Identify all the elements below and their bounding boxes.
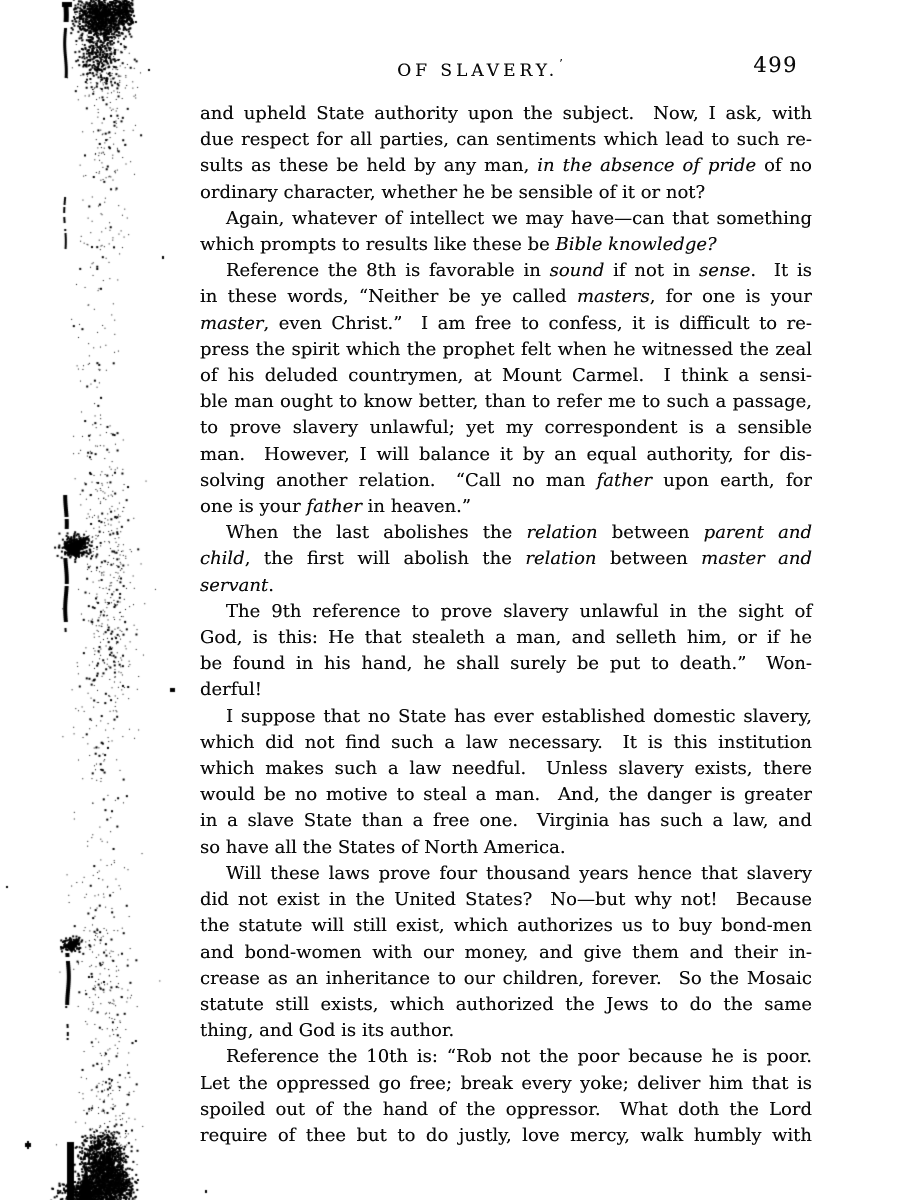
text-line: [200, 861, 812, 887]
text-run: which prompts to results like these be: [200, 234, 556, 256]
italic-run: masters: [576, 286, 650, 308]
text-line: [200, 992, 812, 1018]
italic-run: relation: [525, 548, 597, 570]
text-run: Again, whatever of intellect we may have—can that something: [226, 207, 812, 229]
text-line: [200, 101, 812, 127]
paragraph: [200, 101, 812, 206]
text-line: [200, 940, 812, 966]
text-line: [200, 284, 812, 310]
text-run: which makes such a law needful. Unless slavery exists, there: [200, 758, 812, 780]
page-number: 499: [753, 53, 798, 77]
text-line: [200, 520, 812, 546]
paragraph: [200, 258, 812, 520]
italic-run: father: [306, 496, 362, 518]
text-line: [200, 258, 812, 284]
text-run: , even Christ.” I am free to confess, it is difficult to re-: [263, 312, 812, 334]
text-line: [200, 835, 812, 861]
text-run: Let the oppressed go free; break every yoke; deliver him that is: [200, 1072, 812, 1094]
text-run: derful!: [200, 679, 263, 701]
text-run: Reference the 8th is favorable in: [226, 260, 550, 282]
text-run: upon earth, for: [652, 469, 812, 491]
text-line: [200, 206, 812, 232]
text-run: of no: [756, 155, 813, 177]
text-line: [200, 704, 812, 730]
text-line: [200, 651, 812, 677]
text-run: if not in: [604, 260, 699, 282]
text-run: solving another relation. “Call no man: [200, 469, 597, 491]
text-line: [200, 782, 812, 808]
text-run: Will these laws prove four thousand years hence that slavery: [226, 862, 812, 884]
text-run: did not exist in the United States? No—but why not! Because: [200, 889, 812, 911]
text-line: [200, 966, 812, 992]
text-run: in these words, “Neither be ye called: [200, 286, 577, 308]
text-run: the statute will still exist, which authorizes us to buy bond-men: [200, 915, 812, 937]
paragraph: [200, 861, 812, 1044]
text-run: press the spirit which the prophet felt when he witnessed the zeal: [200, 338, 812, 360]
text-run: would be no motive to steal a man. And, the danger is greater: [200, 784, 812, 806]
italic-run: child: [200, 548, 245, 570]
text-line: [200, 389, 812, 415]
text-line: [200, 1018, 812, 1044]
text-run: spoiled out of the hand of the oppressor. What doth the Lord: [200, 1098, 812, 1120]
text-line: [200, 546, 812, 572]
page-header: [200, 55, 812, 87]
text-line: [200, 573, 812, 599]
running-title-text: OF SLAVERY.: [397, 61, 559, 81]
text-line: [200, 1044, 812, 1070]
paragraph: [200, 206, 812, 258]
text-run: I suppose that no State has ever established domestic slavery,: [226, 705, 812, 727]
italic-run: master: [200, 312, 264, 334]
stray-ink-mark: ’: [559, 57, 563, 70]
italic-run: relation: [526, 522, 598, 544]
text-column: [200, 101, 812, 1149]
text-line: [200, 415, 812, 441]
text-run: crease as an inheritance to our children, forever. So the Mosaic: [200, 967, 812, 989]
italic-run: father: [596, 469, 653, 491]
text-run: , the first will abolish the: [244, 548, 526, 570]
italic-run: Bible knowledge?: [555, 234, 717, 256]
text-line: [200, 311, 812, 337]
text-line: [200, 153, 812, 179]
text-run: between: [597, 522, 704, 544]
italic-run: servant: [200, 574, 269, 596]
text-run: ble man ought to know better, than to refer me to such a passage,: [200, 391, 812, 413]
text-line: [200, 1071, 812, 1097]
text-line: [200, 599, 812, 625]
text-line: [200, 808, 812, 834]
paragraph: [200, 599, 812, 704]
text-line: [200, 232, 812, 258]
text-run: of his deluded countrymen, at Mount Carmel. I think a sensi-: [200, 365, 812, 387]
text-line: [200, 677, 812, 703]
text-line: [200, 337, 812, 363]
text-line: [200, 363, 812, 389]
paragraph: [200, 704, 812, 861]
text-line: [200, 887, 812, 913]
text-line: [200, 180, 812, 206]
italic-run: sound: [549, 260, 605, 282]
text-run: in heaven.”: [361, 496, 472, 518]
text-run: . It is: [750, 260, 812, 282]
paragraph: [200, 1044, 812, 1149]
text-run: When the last abolishes the: [226, 522, 527, 544]
text-run: one is your: [200, 496, 307, 518]
italic-run: sense: [698, 260, 751, 282]
italic-run: master and: [701, 548, 813, 570]
text-run: and upheld State authority upon the subject. Now, I ask, with: [200, 103, 812, 124]
text-run: in a slave State than a free one. Virginia has such a law, and: [200, 810, 812, 832]
text-line: [200, 730, 812, 756]
text-line: [200, 468, 812, 494]
paragraph: [200, 520, 812, 599]
text-line: [200, 442, 812, 468]
text-line: [200, 756, 812, 782]
text-run: God, is this: He that stealeth a man, and selleth him, or if he: [200, 627, 812, 649]
text-run: thing, and God is its author.: [200, 1020, 455, 1042]
text-run: Reference the 10th is: “Rob not the poor because he is poor.: [226, 1046, 812, 1068]
text-run: man. However, I will balance it by an equal authority, for dis-: [200, 443, 812, 465]
text-run: due respect for all parties, can sentiments which lead to such re-: [200, 129, 812, 151]
text-run: so have all the States of North America.: [200, 836, 566, 858]
text-run: between: [596, 548, 702, 570]
text-run: statute still exists, which authorized the Jews to do the same: [200, 993, 812, 1015]
text-run: , for one is your: [649, 286, 812, 308]
text-run: sults as these be held by any man,: [200, 155, 538, 177]
text-run: and bond-women with our money, and give them and their in-: [200, 941, 812, 963]
text-run: ordinary character, whether he be sensible of it or not?: [200, 181, 706, 203]
text-line: [200, 494, 812, 520]
text-line: [200, 127, 812, 153]
text-run: require of thee but to do justly, love mercy, walk humbly with: [200, 1124, 812, 1146]
text-run: to prove slavery unlawful; yet my correspondent is a sensible: [200, 417, 812, 439]
text-line: [200, 625, 812, 651]
text-line: [200, 1097, 812, 1123]
italic-run: in the absence of pride: [537, 155, 757, 177]
text-run: The 9th reference to prove slavery unlawful in the sight of: [226, 600, 812, 622]
text-line: [200, 913, 812, 939]
text-run: .: [268, 574, 274, 596]
italic-run: parent and: [703, 522, 813, 544]
text-run: which did not find such a law necessary. It is this institution: [200, 731, 812, 753]
text-run: be found in his hand, he shall surely be put to death.” Won-: [200, 653, 812, 675]
text-line: [200, 1123, 812, 1149]
running-title: [397, 57, 562, 81]
